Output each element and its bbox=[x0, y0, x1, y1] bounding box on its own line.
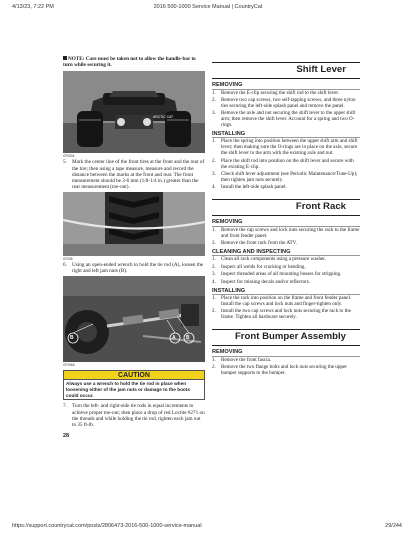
rack-installing-heading: INSTALLING bbox=[212, 288, 360, 296]
rack-installing-step-2: 2. Install the two cap screws and lock nuts securing the rack to the frame. Tighten all hardware securely. bbox=[212, 308, 351, 321]
callout-b-right: B bbox=[186, 335, 190, 342]
shift-installing-step-1: 1. Place the spring into position between the upper shift arm and shift lever; then making sure the O-rings are in place on the axle, secure the shift lever to the arm with the existing axle and nut. bbox=[212, 138, 358, 157]
rack-removing-step-1: 1. Remove the cap screws and lock nuts securing the rack to the frame and front fender panel. bbox=[212, 226, 360, 239]
photo-brand-label: ARCTIC CAT bbox=[153, 115, 174, 120]
step-6: 6. Using an open-ended wrench to hold the tie rod (A), loosen the right and left jam nuts (B). bbox=[63, 261, 204, 274]
shift-lever-installing-heading: INSTALLING bbox=[212, 131, 360, 139]
tie-rod-photo bbox=[63, 276, 205, 362]
caution-text: Always use a wrench to hold the tie rod in place when loosening either of the jam nuts or damage to the boots could occur. bbox=[63, 379, 205, 400]
figure-id-cf0004: CF0004 bbox=[63, 154, 75, 159]
rack-removing-step-2: 2. Remove the front rack from the ATV. bbox=[212, 240, 297, 246]
rack-removing-heading: REMOVING bbox=[212, 219, 360, 227]
tie-rod-illustration bbox=[63, 276, 205, 362]
rack-cleaning-step-4: 4. Inspect for missing decals and/or reflectors. bbox=[212, 278, 311, 285]
rack-cleaning-step-3: 3. Inspect threaded areas of all mounting bosses for stripping. bbox=[212, 271, 342, 278]
manual-left-column bbox=[63, 56, 205, 439]
note-bullet-icon bbox=[63, 56, 67, 60]
figure-id-cf006: CF006 bbox=[63, 256, 73, 261]
shift-removing-step-1: 1. Remove the E-clip securing the shift rod to the shift lever. bbox=[212, 89, 340, 96]
browser-print-footer bbox=[0, 523, 416, 533]
atv-front-illustration bbox=[63, 71, 205, 153]
section-banner-front-rack: Front Rack bbox=[212, 199, 360, 216]
rack-cleaning-step-1: 1. Clean all rack components using a pressure washer. bbox=[212, 256, 326, 263]
atv-front-photo bbox=[63, 71, 205, 153]
rack-cleaning-heading: CLEANING AND INSPECTING bbox=[212, 249, 360, 257]
shift-installing-step-4: 4. Install the left-side splash panel. bbox=[212, 184, 287, 191]
rack-installing-step-1: 1. Place the rack into position on the frame and front fender panel. Install the cap screws and lock nuts and finger-tighten only. bbox=[212, 295, 352, 307]
rack-cleaning-step-2: 2. Inspect all welds for cracking or bending. bbox=[212, 263, 306, 270]
caution-title: CAUTION bbox=[63, 370, 205, 379]
print-page-title: 2016 500-1000 Service Manual | CountryCat bbox=[153, 4, 263, 10]
shift-lever-removing-heading: REMOVING bbox=[212, 82, 360, 90]
print-datetime: 4/13/23, 7:22 PM bbox=[12, 4, 54, 10]
manual-page-number: 28 bbox=[63, 432, 70, 439]
shift-installing-step-3: 3. Check shift lever adjustment (see Periodic Maintenance/Tune-Up); then tighten jam nuts securely. bbox=[212, 170, 358, 183]
callout-a: A bbox=[172, 335, 176, 342]
callout-b-left: B bbox=[70, 335, 74, 342]
bumper-removing-heading: REMOVING bbox=[212, 349, 360, 357]
tire-measure-photo bbox=[63, 192, 205, 256]
browser-print-header bbox=[0, 4, 416, 14]
tire-tread-illustration bbox=[63, 192, 205, 256]
section-banner-shift-lever: Shift Lever bbox=[212, 62, 360, 79]
section-banner-front-bumper: Front Bumper Assembly bbox=[212, 329, 360, 346]
step-5: 5. Mark the center line of the front tires at the front and the rear of the tire; then using a tape measure, measure and record the distance between the marks at the front and rear. The front measurement should be 3-6 mm (1/8-1/4 in.) greater than the rear measurement (toe-out). bbox=[63, 159, 205, 190]
step-7: 7. Turn the left- and right-side tie rods in equal increments to achieve proper toe-out; then place a drop of red Loctite #271 on the threads and while holding the tie rod, tighten each jam nut to 35 ft-lb. bbox=[63, 403, 205, 428]
bumper-removing-step-2: 2. Remove the two flange bolts and lock nuts securing the upper bumper supports to the bumper. bbox=[212, 364, 347, 376]
bumper-removing-step-1: 1. Remove the front fascia. bbox=[212, 356, 272, 363]
print-page-count: 29/244 bbox=[385, 523, 402, 529]
shift-removing-step-2: 2. Remove two cap screws, two self-tapping screws, and three nylon ties securing the left-side splash panel and remove the panel. bbox=[212, 96, 356, 109]
manual-right-column bbox=[212, 56, 360, 378]
handlebar-note: NOTE: Care must be taken not to allow the handle-bar to turn while securing it. bbox=[63, 56, 196, 69]
figure-id-cf006a: CF006A bbox=[63, 363, 75, 368]
print-url: https://support.countrycat.com/posts/2806473-2016-500-1000-service-manual bbox=[12, 523, 202, 529]
shift-installing-step-2: 2. Place the shift rod into position on the shift lever and secure with the existing E-clip. bbox=[212, 157, 354, 170]
shift-removing-step-3: 3. Remove the axle and nut securing the shift lever to the upper shift arm; then remove the shift lever. Account for a spring and two O-rings. bbox=[212, 110, 356, 129]
